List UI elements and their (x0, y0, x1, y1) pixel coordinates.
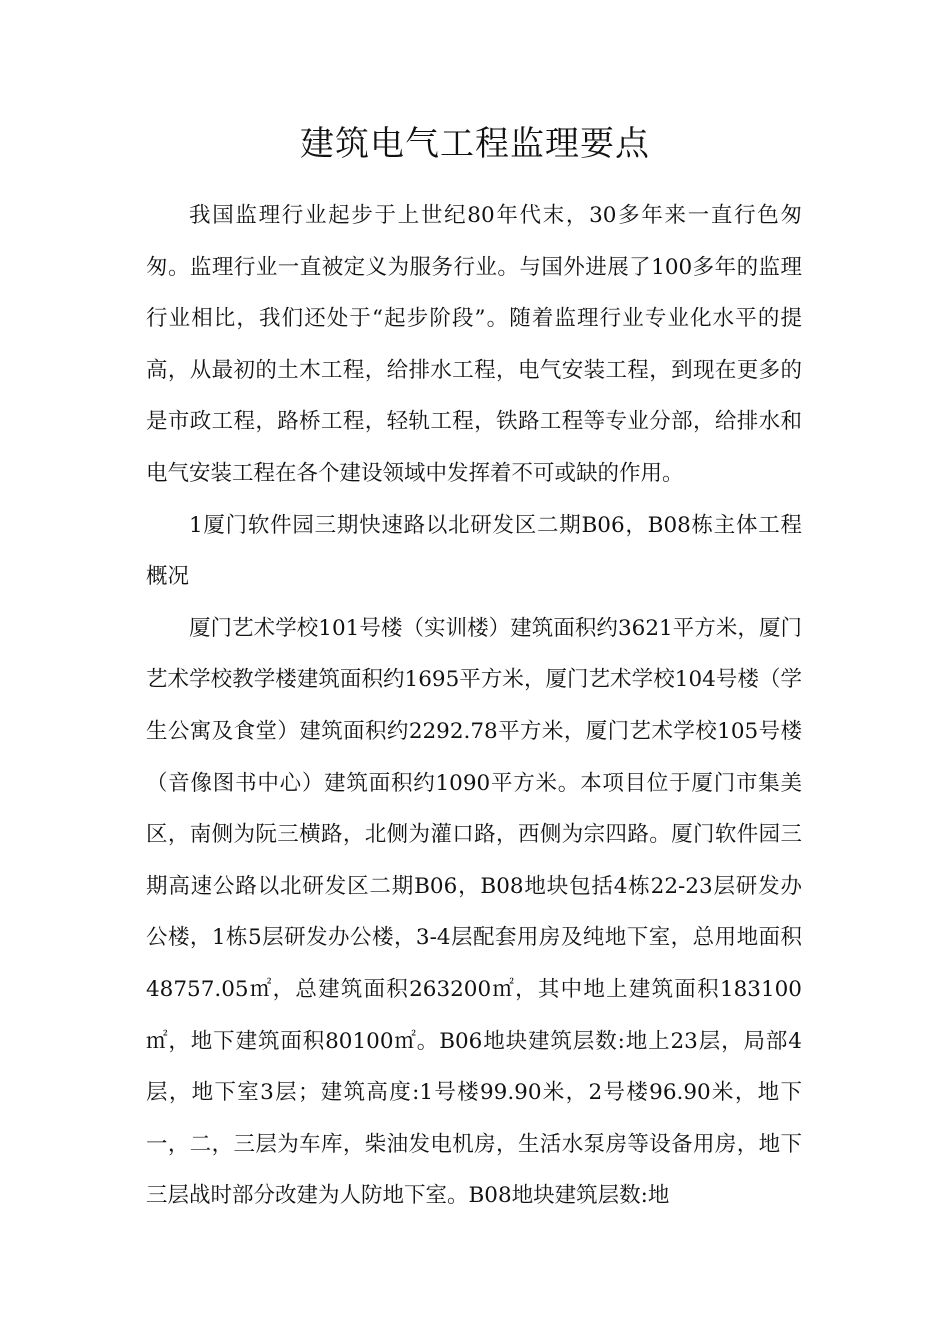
paragraph-intro: 我国监理行业起步于上世纪80年代末，30多年来一直行色匆匆。监理行业一直被定义为服务行业。与国外进展了100多年的监理行业相比，我们还处于“起步阶段”。随着监理行业专业化水平的提高，从最初的土木工程，给排水工程，电气安装工程，到现在更多的是市政工程，路桥工程，轻轨工程，铁路工程等专业分部，给排水和电气安装工程在各个建设领域中发挥着不可或缺的作用。 (146, 203, 802, 486)
document-body (146, 190, 802, 1222)
document-title: 建筑电气工程监理要点 (300, 124, 650, 164)
paragraph-section-heading: 1厦门软件园三期快速路以北研发区二期B06，B08栋主体工程概况 (146, 512, 802, 590)
paragraph-project-overview: 厦门艺术学校101号楼（实训楼）建筑面积约3621平方米，厦门艺术学校教学楼建筑面积约1695平方米，厦门艺术学校104号楼（学生公寓及食堂）建筑面积约2292.78平方米，厦门艺术学校105号楼（音像图书中心）建筑面积约1090平方米。本项目位于厦门市集美区，南侧为阮三横路，北侧为灌口路，西侧为宗四路。厦门软件园三期高速公路以北研发区二期B06，B08地块包括4栋22-23层研发办公楼，1栋5层研发办公楼，3-4层配套用房及纯地下室，总用地面积48757.05㎡，总建筑面积263200㎡，其中地上建筑面积183100㎡，地下建筑面积80100㎡。B06地块建筑层数:地上23层，局部4层，地下室3层；建筑高度:1号楼99.90米，2号楼96.90米，地下一，二，三层为车库，柴油发电机房，生活水泵房等设备用房，地下三层战时部分改建为人防地下室。B08地块建筑层数:地 (146, 615, 802, 1209)
